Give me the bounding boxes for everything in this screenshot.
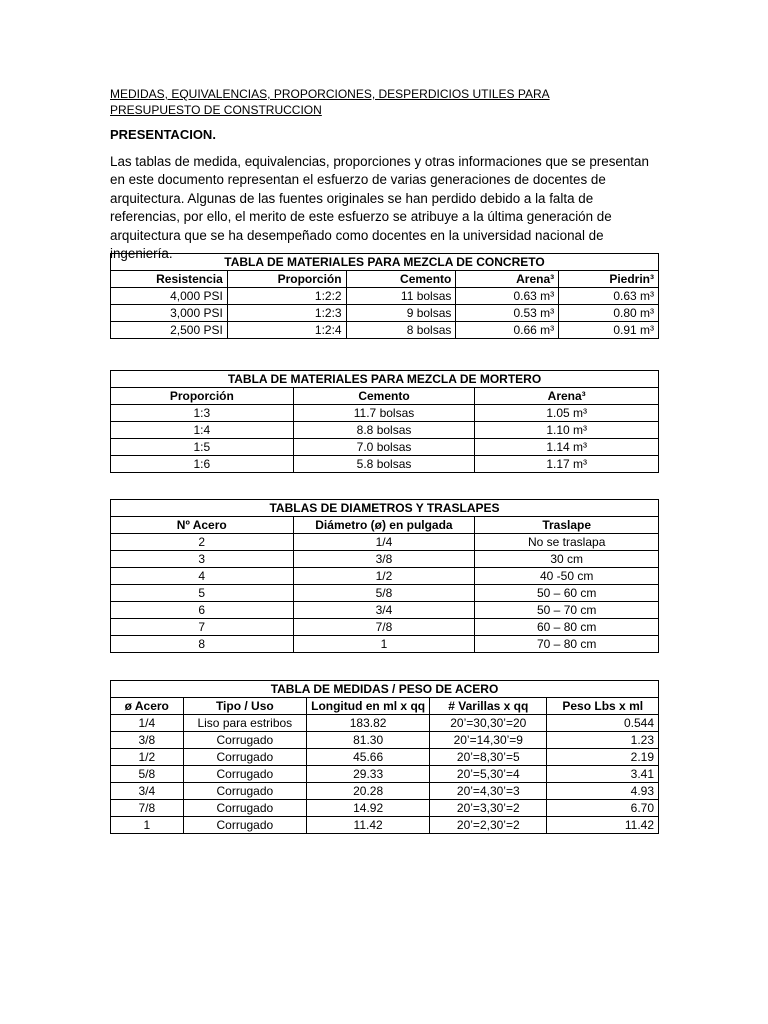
table-cell: 20.28 — [307, 783, 430, 800]
table-cell: 1:5 — [111, 439, 294, 456]
table-cell: No se traslapa — [475, 534, 659, 551]
table-row — [111, 732, 659, 749]
table-cell: 20’=14,30’=9 — [430, 732, 547, 749]
table-cell: 20’=4,30’=3 — [430, 783, 547, 800]
table-cell: Corrugado — [183, 749, 307, 766]
table-cell: 3 — [111, 551, 294, 568]
table-cell: 0.63 m³ — [559, 288, 659, 305]
table-caption: TABLA DE MATERIALES PARA MEZCLA DE MORTERO — [111, 371, 659, 388]
table-row — [111, 405, 659, 422]
table-row — [111, 422, 659, 439]
table-row — [111, 585, 659, 602]
table-cell: 1.17 m³ — [475, 456, 659, 473]
table-cell: 7.0 bolsas — [293, 439, 475, 456]
table-caption: TABLAS DE DIAMETROS Y TRASLAPES — [111, 500, 659, 517]
table-cell: 14.92 — [307, 800, 430, 817]
concrete-mix-table — [110, 253, 659, 339]
table-cell: 1/2 — [111, 749, 184, 766]
table-cell: Corrugado — [183, 766, 307, 783]
table-row — [111, 602, 659, 619]
table-cell: 0.63 m³ — [456, 288, 559, 305]
table-cell: 2,500 PSI — [111, 322, 228, 339]
column-header: Proporción — [227, 271, 346, 288]
table-cell: 11.42 — [547, 817, 659, 834]
table-cell: 1.23 — [547, 732, 659, 749]
table-cell: Corrugado — [183, 817, 307, 834]
table-cell: 6.70 — [547, 800, 659, 817]
table-cell: 7/8 — [293, 619, 475, 636]
table-row — [111, 817, 659, 834]
table-cell: 11.7 bolsas — [293, 405, 475, 422]
table-cell: 1/4 — [293, 534, 475, 551]
table-cell: 1/2 — [293, 568, 475, 585]
table-cell: 3/8 — [293, 551, 475, 568]
column-header: Nº Acero — [111, 517, 294, 534]
table-row — [111, 568, 659, 585]
table-cell: 3/4 — [111, 783, 184, 800]
column-header: Longitud en ml x qq — [307, 698, 430, 715]
table-cell: 20’=3,30’=2 — [430, 800, 547, 817]
table-cell: 20’=8,30’=5 — [430, 749, 547, 766]
table-cell: 20’=2,30’=2 — [430, 817, 547, 834]
table-cell: 4 — [111, 568, 294, 585]
table-cell: 40 -50 cm — [475, 568, 659, 585]
table-cell: 9 bolsas — [346, 305, 456, 322]
table-cell: 0.80 m³ — [559, 305, 659, 322]
column-header: Piedrin³ — [559, 271, 659, 288]
table-cell: Liso para estribos — [183, 715, 307, 732]
table-cell: 5/8 — [111, 766, 184, 783]
table-cell: 45.66 — [307, 749, 430, 766]
column-header: Cemento — [293, 388, 475, 405]
table-cell: Corrugado — [183, 732, 307, 749]
table-row — [111, 766, 659, 783]
table-cell: 1:6 — [111, 456, 294, 473]
table-cell: 50 – 60 cm — [475, 585, 659, 602]
column-header: Peso Lbs x ml — [547, 698, 659, 715]
table-caption: TABLA DE MATERIALES PARA MEZCLA DE CONCRETO — [111, 254, 659, 271]
table-cell: 7 — [111, 619, 294, 636]
table-cell: 1.05 m³ — [475, 405, 659, 422]
table-cell: 1:2:2 — [227, 288, 346, 305]
table-cell: 6 — [111, 602, 294, 619]
table-cell: 1 — [293, 636, 475, 653]
table-row — [111, 619, 659, 636]
table-cell: 20’=30,30’=20 — [430, 715, 547, 732]
section-heading: PRESENTACION. — [110, 127, 216, 142]
column-header: # Varillas x qq — [430, 698, 547, 715]
table-cell: 7/8 — [111, 800, 184, 817]
table-cell: 1:2:3 — [227, 305, 346, 322]
table-cell: 5 — [111, 585, 294, 602]
column-header: Traslape — [475, 517, 659, 534]
table-cell: 1 — [111, 817, 184, 834]
table-row — [111, 439, 659, 456]
table-cell: 5.8 bolsas — [293, 456, 475, 473]
steel-weight-table — [110, 680, 659, 834]
table-cell: 0.91 m³ — [559, 322, 659, 339]
table-cell: 20’=5,30’=4 — [430, 766, 547, 783]
table-cell: 1/4 — [111, 715, 184, 732]
table-row — [111, 551, 659, 568]
table-cell: 8.8 bolsas — [293, 422, 475, 439]
table-caption: TABLA DE MEDIDAS / PESO DE ACERO — [111, 681, 659, 698]
column-header: ø Acero — [111, 698, 184, 715]
table-cell: 29.33 — [307, 766, 430, 783]
table-cell: 4,000 PSI — [111, 288, 228, 305]
table-cell: 2 — [111, 534, 294, 551]
table-cell: 81.30 — [307, 732, 430, 749]
table-row — [111, 715, 659, 732]
table-cell: 30 cm — [475, 551, 659, 568]
table-cell: 1:2:4 — [227, 322, 346, 339]
table-row — [111, 800, 659, 817]
column-header: Tipo / Uso — [183, 698, 307, 715]
table-row — [111, 783, 659, 800]
table-cell: 70 – 80 cm — [475, 636, 659, 653]
table-cell: 1:4 — [111, 422, 294, 439]
table-row — [111, 534, 659, 551]
table-cell: 1.10 m³ — [475, 422, 659, 439]
table-cell: 3/8 — [111, 732, 184, 749]
table-cell: 0.66 m³ — [456, 322, 559, 339]
table-cell: 1:3 — [111, 405, 294, 422]
column-header: Proporción — [111, 388, 294, 405]
table-cell: 11 bolsas — [346, 288, 456, 305]
column-header: Cemento — [346, 271, 456, 288]
document-title: MEDIDAS, EQUIVALENCIAS, PROPORCIONES, DESPERDICIOS UTILES PARA PRESUPUESTO DE CONSTRUCCION — [110, 87, 550, 117]
table-cell: 8 — [111, 636, 294, 653]
table-cell: 5/8 — [293, 585, 475, 602]
table-cell: 0.544 — [547, 715, 659, 732]
table-cell: 11.42 — [307, 817, 430, 834]
table-cell: 183.82 — [307, 715, 430, 732]
mortar-mix-table — [110, 370, 659, 473]
table-cell: 60 – 80 cm — [475, 619, 659, 636]
column-header: Resistencia — [111, 271, 228, 288]
table-cell: Corrugado — [183, 800, 307, 817]
table-cell: 4.93 — [547, 783, 659, 800]
table-row — [111, 305, 659, 322]
table-row — [111, 456, 659, 473]
table-row — [111, 322, 659, 339]
table-cell: 8 bolsas — [346, 322, 456, 339]
diameter-overlap-table — [110, 499, 659, 653]
table-cell: 3/4 — [293, 602, 475, 619]
table-cell: 50 – 70 cm — [475, 602, 659, 619]
table-row — [111, 288, 659, 305]
table-cell: Corrugado — [183, 783, 307, 800]
table-cell: 0.53 m³ — [456, 305, 559, 322]
table-cell: 2.19 — [547, 749, 659, 766]
column-header: Arena³ — [475, 388, 659, 405]
column-header: Diámetro (ø) en pulgada — [293, 517, 475, 534]
table-cell: 3,000 PSI — [111, 305, 228, 322]
table-row — [111, 749, 659, 766]
column-header: Arena³ — [456, 271, 559, 288]
intro-paragraph: Las tablas de medida, equivalencias, proporciones y otras informaciones que se presentan en este documento representan el esfuerzo de varias generaciones de docentes de arquitectura. Algunas de las fuentes originales se han perdido debido a la falta de referencias, por ello, el merito de este esfuerzo se atribuye a la última generación de arquitectura que se ha desempeñado como docentes en la universidad nacional de ingeniería. — [110, 154, 649, 262]
table-cell: 1.14 m³ — [475, 439, 659, 456]
table-cell: 3.41 — [547, 766, 659, 783]
table-row — [111, 636, 659, 653]
